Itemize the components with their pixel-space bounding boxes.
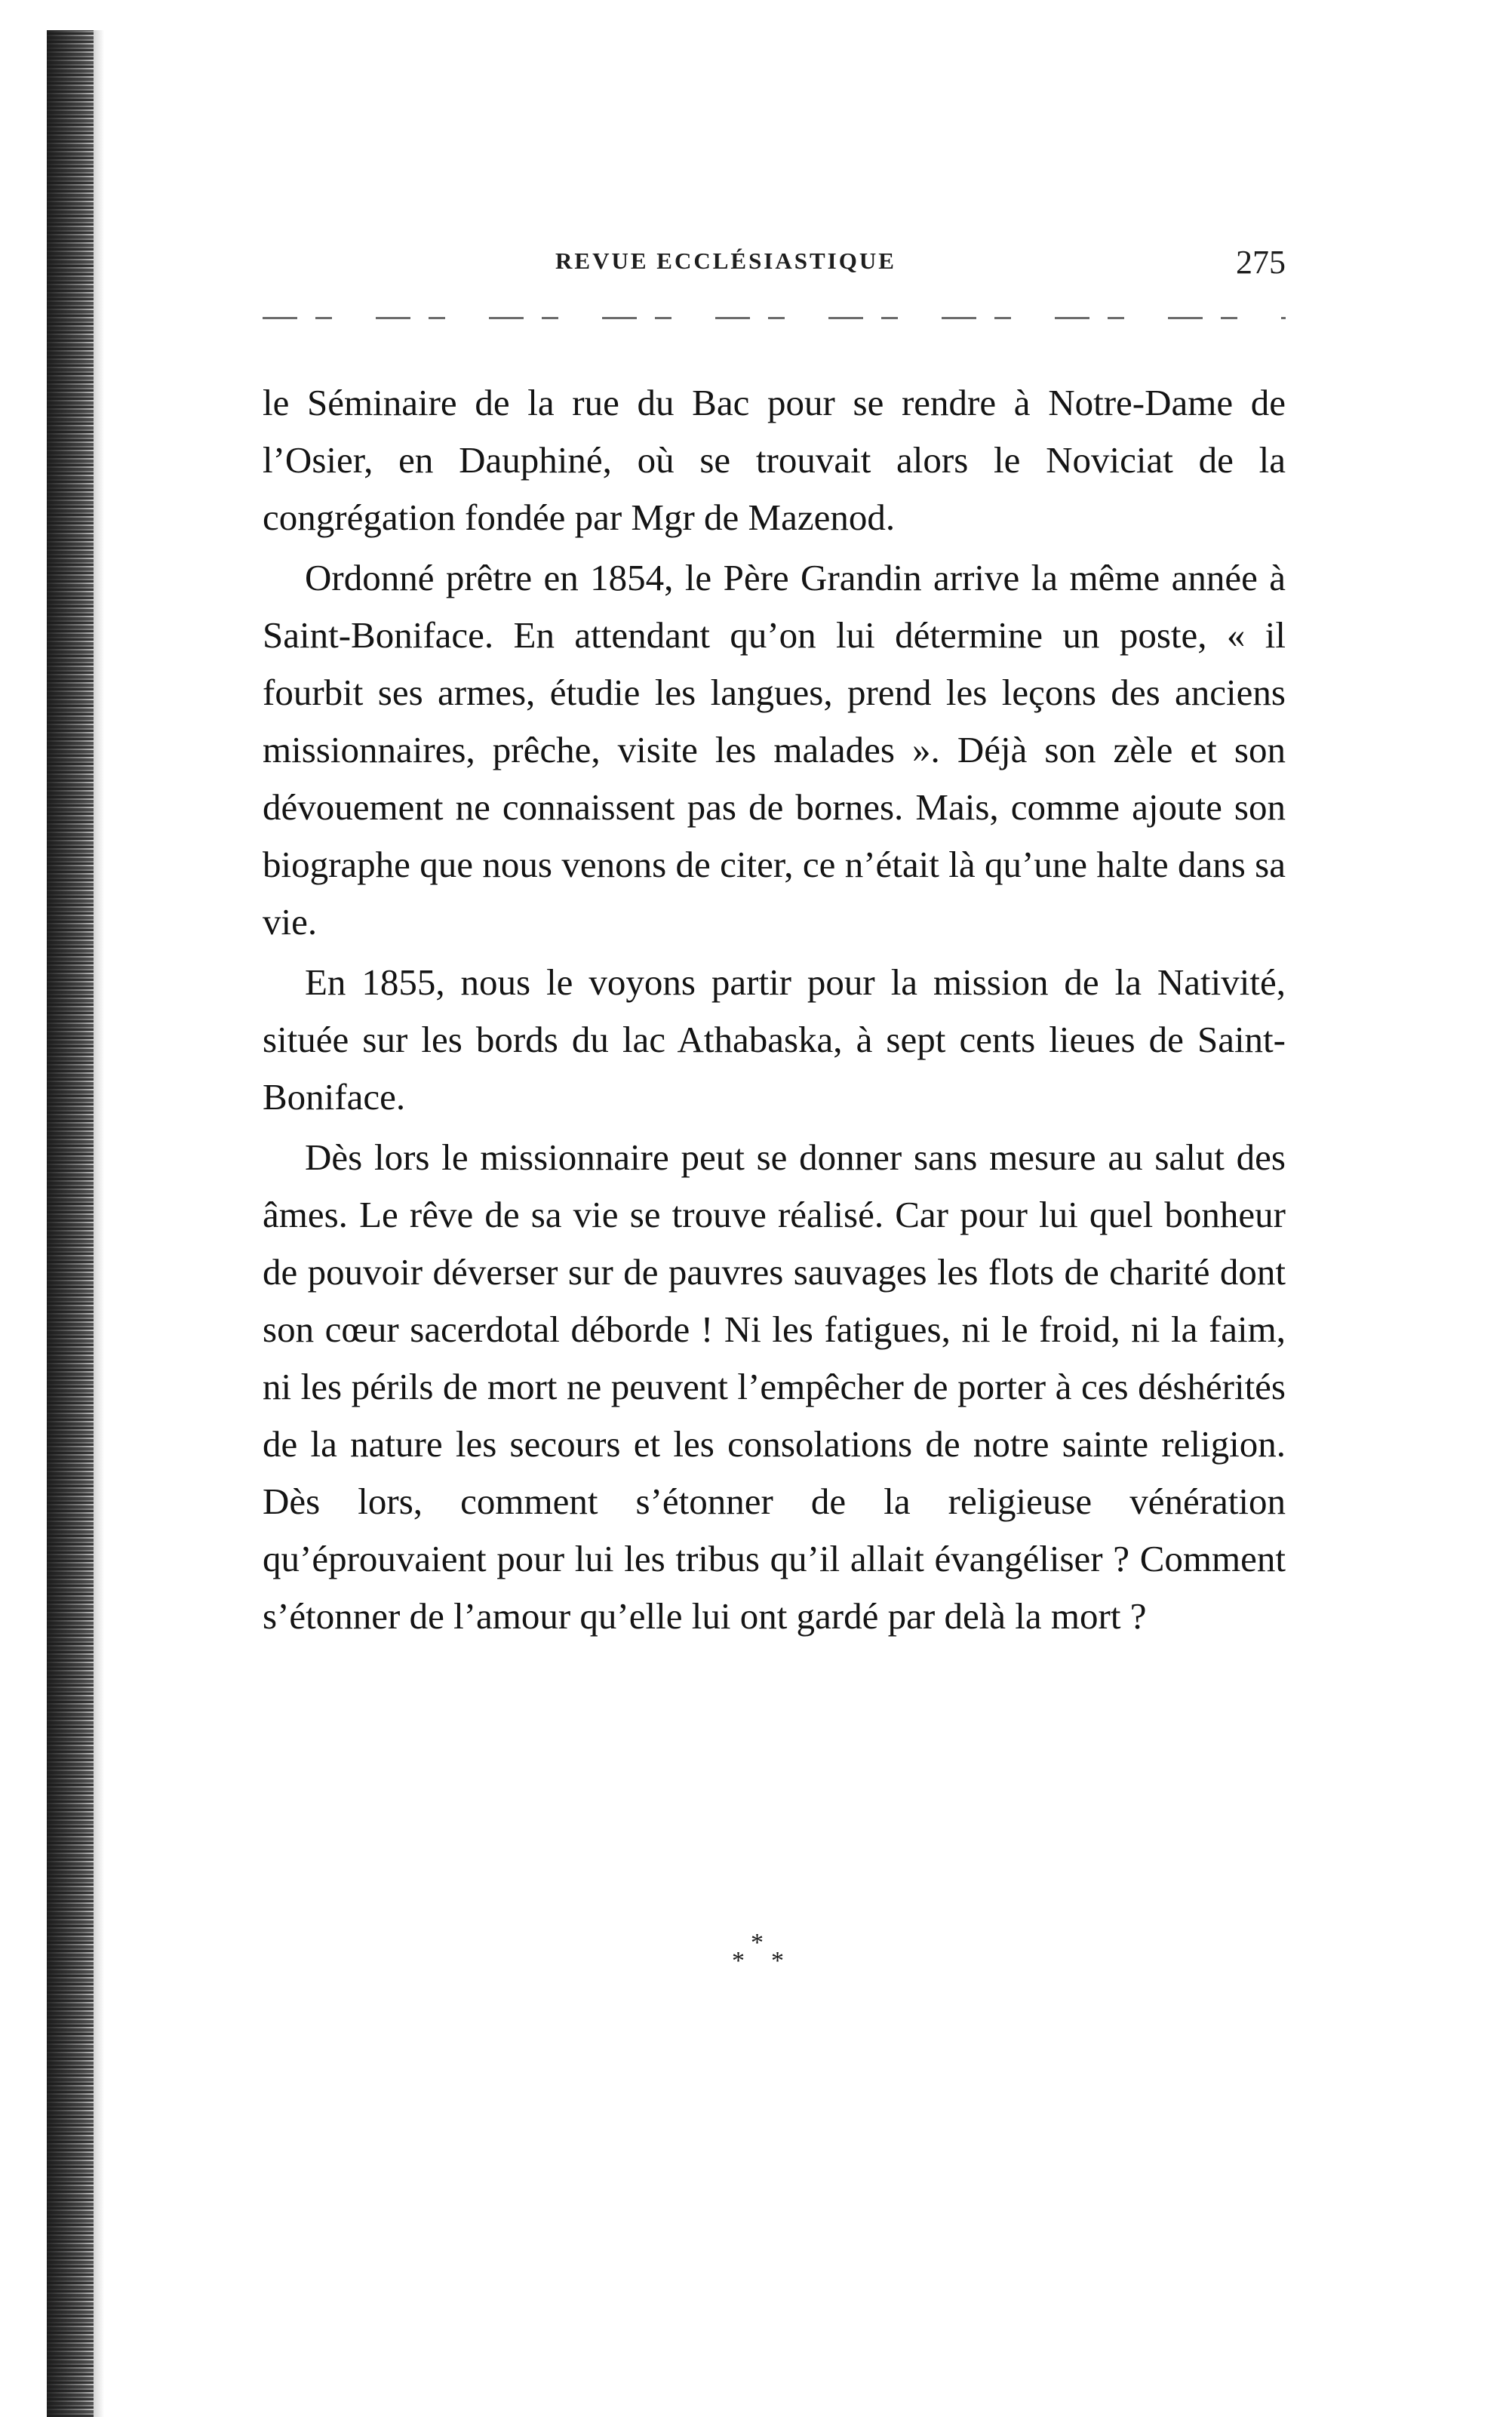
asterism-star-right: * [771, 1947, 784, 1975]
asterism-star-top: * [751, 1929, 764, 1957]
header-rule [263, 317, 1286, 319]
asterism-ornament [715, 1929, 806, 1997]
paragraph-2: Ordonné prêtre en 1854, le Père Grandin arrive la même année à Saint-Boniface. En attendant qu’on lui détermine un poste, « il fourbit ses armes, étudie les langues, prend les leçons des anciens missionnaires, prêche, visite les malades ». Déjà son zèle et son dévouement ne connaissent pas de bornes. Mais, comme ajoute son biographe que nous venons de citer, ce n’était là qu’une halte dans sa vie. [263, 557, 1286, 943]
page-binding-edge [47, 30, 94, 2417]
asterism-star-left: * [732, 1947, 745, 1975]
paragraph-4: Dès lors le missionnaire peut se donner sans mesure au salut des âmes. Le rêve de sa vie se trouve réalisé. Car pour lui quel bonheur de pouvoir déverser sur de pauvres sauvages les flots de charité dont son cœur sacerdotal déborde ! Ni les fatigues, ni le froid, ni la faim, ni les périls de mort ne peuvent l’empêcher de porter à ces déshérités de la nature les secours et les consolations de notre sainte religion. Dès lors, comment s’étonner de la religieuse vénération qu’éprouvaient pour lui les tribus qu’il allait évangéliser ? Comment s’étonner de l’amour qu’elle lui ont gardé par delà la mort ? [263, 1136, 1286, 1637]
paragraph-3: En 1855, nous le voyons partir pour la mission de la Nativité, située sur les bords du lac Athabaska, à sept cents lieues de Saint-Boniface. [263, 961, 1286, 1118]
paragraph-1: le Séminaire de la rue du Bac pour se rendre à Notre-Dame de l’Osier, en Dauphiné, où se trouvait alors le Noviciat de la congrégation fondée par Mgr de Mazenod. [263, 382, 1286, 538]
body-text [263, 374, 1286, 1648]
journal-title: REVUE ECCLÉSIASTIQUE [555, 248, 896, 274]
page-number: 275 [1236, 244, 1286, 281]
running-head [263, 243, 1286, 288]
